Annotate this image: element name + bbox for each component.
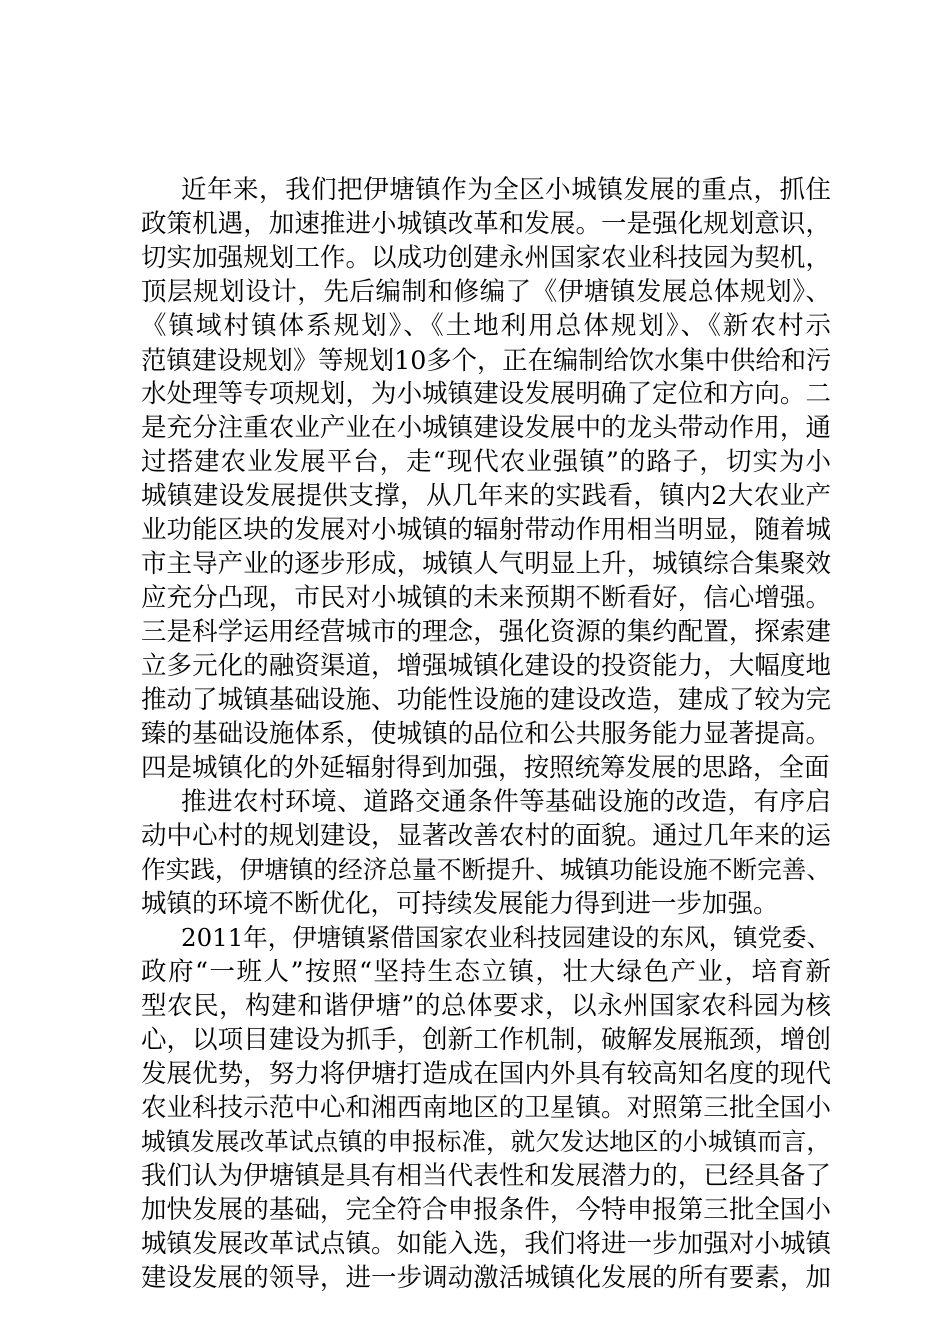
text-line: 臻的基础设施体系，使城镇的品位和公共服务能力显著提高。 xyxy=(141,719,831,749)
text-line: 2011年，伊塘镇紧借国家农业科技园建设的东风，镇党委、 xyxy=(181,923,831,952)
text-line: 农业科技示范中心和湘西南地区的卫星镇。对照第三批全国小 xyxy=(141,1093,831,1123)
text-line: 我们认为伊塘镇是具有相当代表性和发展潜力的，已经具备了 xyxy=(141,1161,831,1191)
text-line: 加快发展的基础，完全符合申报条件，今特申报第三批全国小 xyxy=(141,1195,831,1225)
text-line: 政府“一班人”按照“坚持生态立镇，壮大绿色产业，培育新 xyxy=(141,957,831,987)
text-line: 推动了城镇基础设施、功能性设施的建设改造，建成了较为完 xyxy=(141,685,831,715)
text-line: 范镇建设规划》等规划10多个，正在编制给饮水集中供给和污 xyxy=(141,345,832,375)
text-line: 城镇建设发展提供支撑，从几年来的实践看，镇内2大农业产 xyxy=(141,481,831,511)
text-line: 近年来，我们把伊塘镇作为全区小城镇发展的重点，抓住 xyxy=(181,175,831,205)
text-line: 心，以项目建设为抓手，创新工作机制，破解发展瓶颈，增创 xyxy=(141,1025,831,1055)
text-line: 政策机遇，加速推进小城镇改革和发展。一是强化规划意识， xyxy=(141,209,831,239)
text-line: 市主导产业的逐步形成，城镇人气明显上升，城镇综合集聚效 xyxy=(141,549,831,579)
text-line: 三是科学运用经营城市的理念，强化资源的集约配置，探索建 xyxy=(141,617,831,647)
text-line: 建设发展的领导，进一步调动激活城镇化发展的所有要素，加 xyxy=(141,1263,831,1293)
text-line: 动中心村的规划建设，显著改善农村的面貌。通过几年来的运 xyxy=(141,821,831,851)
text-line: 城镇发展改革试点镇。如能入选，我们将进一步加强对小城镇 xyxy=(141,1229,831,1259)
text-line: 《镇域村镇体系规划》、《土地利用总体规划》、《新农村示 xyxy=(141,311,831,341)
text-line: 城镇发展改革试点镇的申报标准，就欠发达地区的小城镇而言， xyxy=(141,1127,831,1156)
text-line: 业功能区块的发展对小城镇的辐射带动作用相当明显，随着城 xyxy=(141,515,831,545)
text-line: 是充分注重农业产业在小城镇建设发展中的龙头带动作用，通 xyxy=(141,413,831,443)
text-line: 城镇的环境不断优化，可持续发展能力得到进一步加强。 xyxy=(141,889,779,919)
text-line: 作实践，伊塘镇的经济总量不断提升、城镇功能设施不断完善、 xyxy=(141,855,831,884)
text-line: 推进农村环境、道路交通条件等基础设施的改造，有序启 xyxy=(181,787,831,817)
text-line: 发展优势，努力将伊塘打造成在国内外具有较高知名度的现代 xyxy=(141,1059,831,1089)
text-line: 切实加强规划工作。以成功创建永州国家农业科技园为契机， xyxy=(141,243,831,273)
text-line: 应充分凸现，市民对小城镇的未来预期不断看好，信心增强。 xyxy=(141,583,831,613)
text-line: 四是城镇化的外延辐射得到加强，按照统筹发展的思路，全面 xyxy=(141,753,830,783)
text-line: 顶层规划设计，先后编制和修编了《伊塘镇发展总体规划》、 xyxy=(141,277,831,307)
text-line: 水处理等专项规划，为小城镇建设发展明确了定位和方向。二 xyxy=(141,379,831,409)
text-line: 立多元化的融资渠道，增强城镇化建设的投资能力，大幅度地 xyxy=(141,651,831,681)
text-line: 型农民，构建和谐伊塘”的总体要求，以永州国家农科园为核 xyxy=(141,991,831,1021)
text-line: 过搭建农业发展平台，走“现代农业强镇”的路子，切实为小 xyxy=(141,447,831,477)
